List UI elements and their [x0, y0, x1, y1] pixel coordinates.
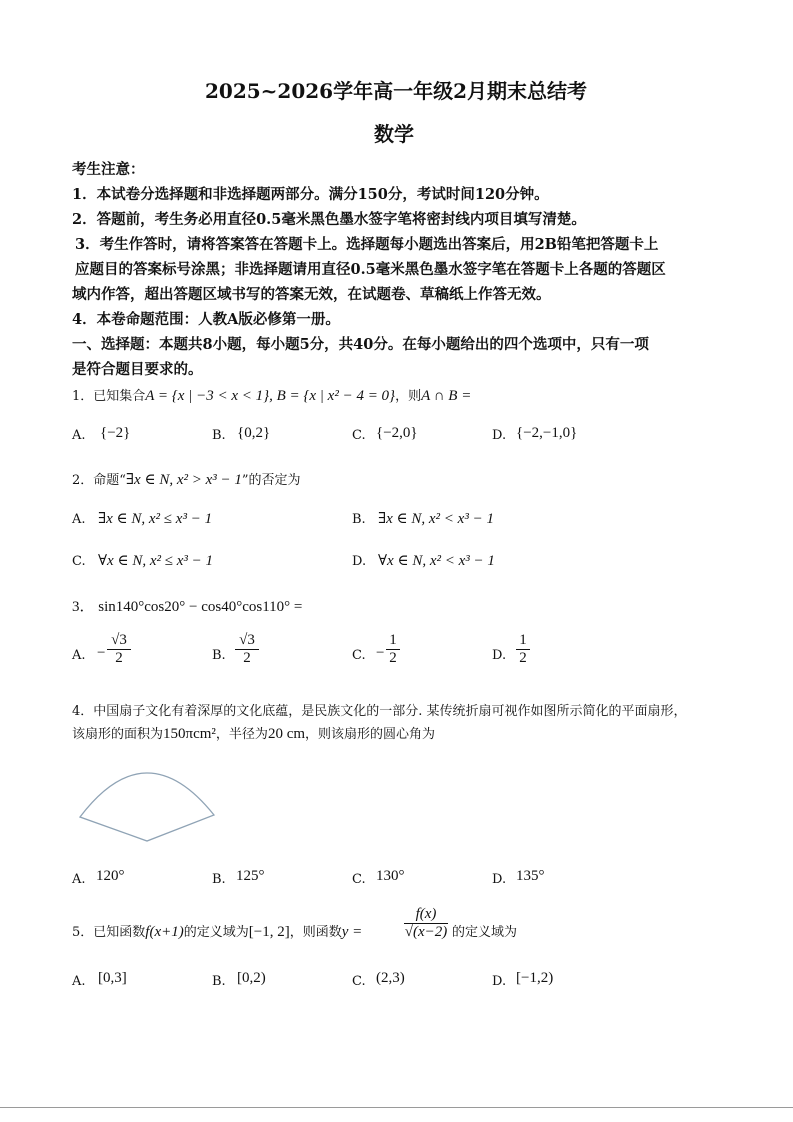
- q2-option-c-label: C.: [72, 554, 86, 569]
- notice-heading: 考生注意：: [72, 161, 145, 178]
- q3-option-d-den: 2: [519, 650, 527, 666]
- q1-option-c: {−2,0}: [376, 425, 418, 441]
- q5-option-b-label: B.: [212, 974, 226, 989]
- notice-item-3-cont2: 域内作答，超出答题区域书写的答案无效，在试题卷、草稿纸上作答无效。: [72, 286, 551, 303]
- q4-line1: 4．中国扇子文化有着深厚的文化底蕴，是民族文化的一部分. 某传统折扇可视作如图所示简化的平面扇形，: [72, 704, 687, 719]
- notice-item-3-cont1: 应题目的答案标号涂黑；非选择题请用直径0.5毫米黑色墨水签字笔在答题卡上各题的答题区: [75, 261, 666, 278]
- q3-option-c-den: 2: [389, 650, 397, 666]
- notice-item-1: 1．本试卷分选择题和非选择题两部分。满分150分，考试时间120分钟。: [72, 186, 549, 203]
- q4-option-a: 120°: [96, 868, 125, 884]
- q1-option-c-label: C.: [352, 428, 366, 443]
- q2-option-a: ∃x ∈ N, x² ≤ x³ − 1: [98, 511, 213, 527]
- q4-line2-tail: ，则该扇形的圆心角为: [305, 727, 436, 742]
- q5-y: y =: [341, 924, 363, 940]
- q1-sets: A = {x | −3 < x < 1}, B = {x | x² − 4 = 0}: [145, 388, 396, 404]
- q4-option-a-label: A.: [72, 872, 86, 887]
- q5-option-c-label: C.: [352, 974, 366, 989]
- q3-option-d-label: D.: [492, 648, 507, 663]
- notice-item-4: 4．本卷命题范围：人教A版必修第一册。: [72, 311, 340, 328]
- q2-option-c: ∀x ∈ N, x² ≤ x³ − 1: [98, 553, 213, 569]
- q3-option-c-num: 1: [389, 632, 397, 648]
- q5-option-c: (2,3): [376, 970, 405, 986]
- q3-option-c-sign: −: [376, 645, 385, 661]
- q4-line2-text: 该扇形的面积为: [72, 727, 164, 742]
- q5-domain-text: 的定义域为: [183, 925, 249, 940]
- q4-option-b: 125°: [236, 868, 265, 884]
- q5-frac-num: f(x): [415, 906, 437, 922]
- q4-radius: 20 cm: [267, 726, 306, 742]
- q1-stem-then: ，则: [395, 389, 422, 404]
- section1-line2: 是符合题目要求的。: [72, 361, 203, 378]
- q2-option-d: ∀x ∈ N, x² < x³ − 1: [378, 553, 495, 569]
- q5-fraction: [404, 906, 448, 941]
- q1-option-d-label: D.: [492, 428, 507, 443]
- q4-option-d: 135°: [516, 868, 545, 884]
- q5-option-b: [0,2): [237, 970, 266, 986]
- q1-option-a: {−2}: [100, 425, 131, 441]
- q5-option-d-label: D.: [492, 974, 507, 989]
- q3-option-d-frac: [516, 632, 530, 667]
- fan-sector-figure: [74, 760, 224, 850]
- page-footer-divider: [0, 1107, 793, 1108]
- q3-option-a-den: 2: [115, 650, 123, 666]
- q5-stem-tail: 的定义域为: [452, 925, 518, 940]
- notice-item-2: 2．答题前，考生务必用直径0.5毫米黑色墨水签字笔将密封线内项目填写清楚。: [72, 211, 586, 228]
- exam-title: 2025~2026学年高一年级2月期末总结考: [205, 79, 588, 103]
- q4-option-c-label: C.: [352, 872, 366, 887]
- q2-option-a-label: A.: [72, 512, 86, 527]
- q4-option-c: 130°: [376, 868, 405, 884]
- q3-option-b-den: 2: [243, 650, 251, 666]
- q3-option-b-label: B.: [212, 648, 226, 663]
- q3-stem: 3． sin140°cos20° − cos40°cos110° =: [72, 599, 303, 615]
- q3-option-a-label: A.: [72, 648, 86, 663]
- section1-line1: 一、选择题：本题共8小题，每小题5分，共40分。在每小题给出的四个选项中，只有一项: [72, 336, 649, 353]
- q1-option-d: {−2,−1,0}: [516, 425, 578, 441]
- q5-then-text: ，则函数: [289, 925, 342, 940]
- q2-stem-tail: ”的否定为: [241, 473, 301, 488]
- q4-area: 150πcm²: [163, 726, 216, 742]
- q1-stem-text: 1．已知集合: [72, 389, 146, 404]
- q3-option-c-frac: [386, 632, 400, 667]
- q5-stem: [72, 921, 362, 941]
- q2-option-b-label: B.: [352, 512, 366, 527]
- q3-option-a-frac: [107, 632, 131, 667]
- q2-stem: [72, 469, 301, 489]
- q1-option-b-label: B.: [212, 428, 226, 443]
- q3-option-a-sign: −: [97, 645, 106, 661]
- q5-option-a: [0,3]: [98, 970, 127, 986]
- q4-line2-radius-text: ，半径为: [215, 727, 268, 742]
- q5-option-d: [−1,2): [516, 970, 554, 986]
- fan-sector-outline: [80, 773, 214, 841]
- q5-frac-den: √(x−2): [404, 924, 448, 940]
- q4-line2: [72, 723, 435, 743]
- q2-option-b: ∃x ∈ N, x² < x³ − 1: [378, 511, 494, 527]
- notice-item-3: 3．考生作答时，请将答案答在答题卡上。选择题每小题选出答案后，用2B铅笔把答题卡上: [75, 236, 659, 253]
- q5-stem-text: 5．已知函数: [72, 925, 146, 940]
- q5-domain: [−1, 2]: [248, 924, 290, 940]
- q1-stem: [72, 385, 471, 405]
- q3-option-d-num: 1: [519, 632, 527, 648]
- q4-option-d-label: D.: [492, 872, 507, 887]
- q2-option-d-label: D.: [352, 554, 367, 569]
- subject-title: 数学: [374, 122, 414, 146]
- q3-option-b-num: √3: [239, 632, 255, 648]
- q3-option-b-frac: [235, 632, 259, 667]
- q4-option-b-label: B.: [212, 872, 226, 887]
- q3-option-c-label: C.: [352, 648, 366, 663]
- q1-expr: A ∩ B =: [421, 388, 472, 404]
- q5-f: f(x+1): [145, 924, 184, 940]
- q2-expr: ∃x ∈ N, x² > x³ − 1: [125, 472, 242, 488]
- q1-option-b: {0,2}: [237, 425, 271, 441]
- q1-option-a-label: A.: [72, 428, 86, 443]
- q5-option-a-label: A.: [72, 974, 86, 989]
- q3-option-a-num: √3: [111, 632, 127, 648]
- q2-stem-text: 2．命题“: [72, 473, 126, 488]
